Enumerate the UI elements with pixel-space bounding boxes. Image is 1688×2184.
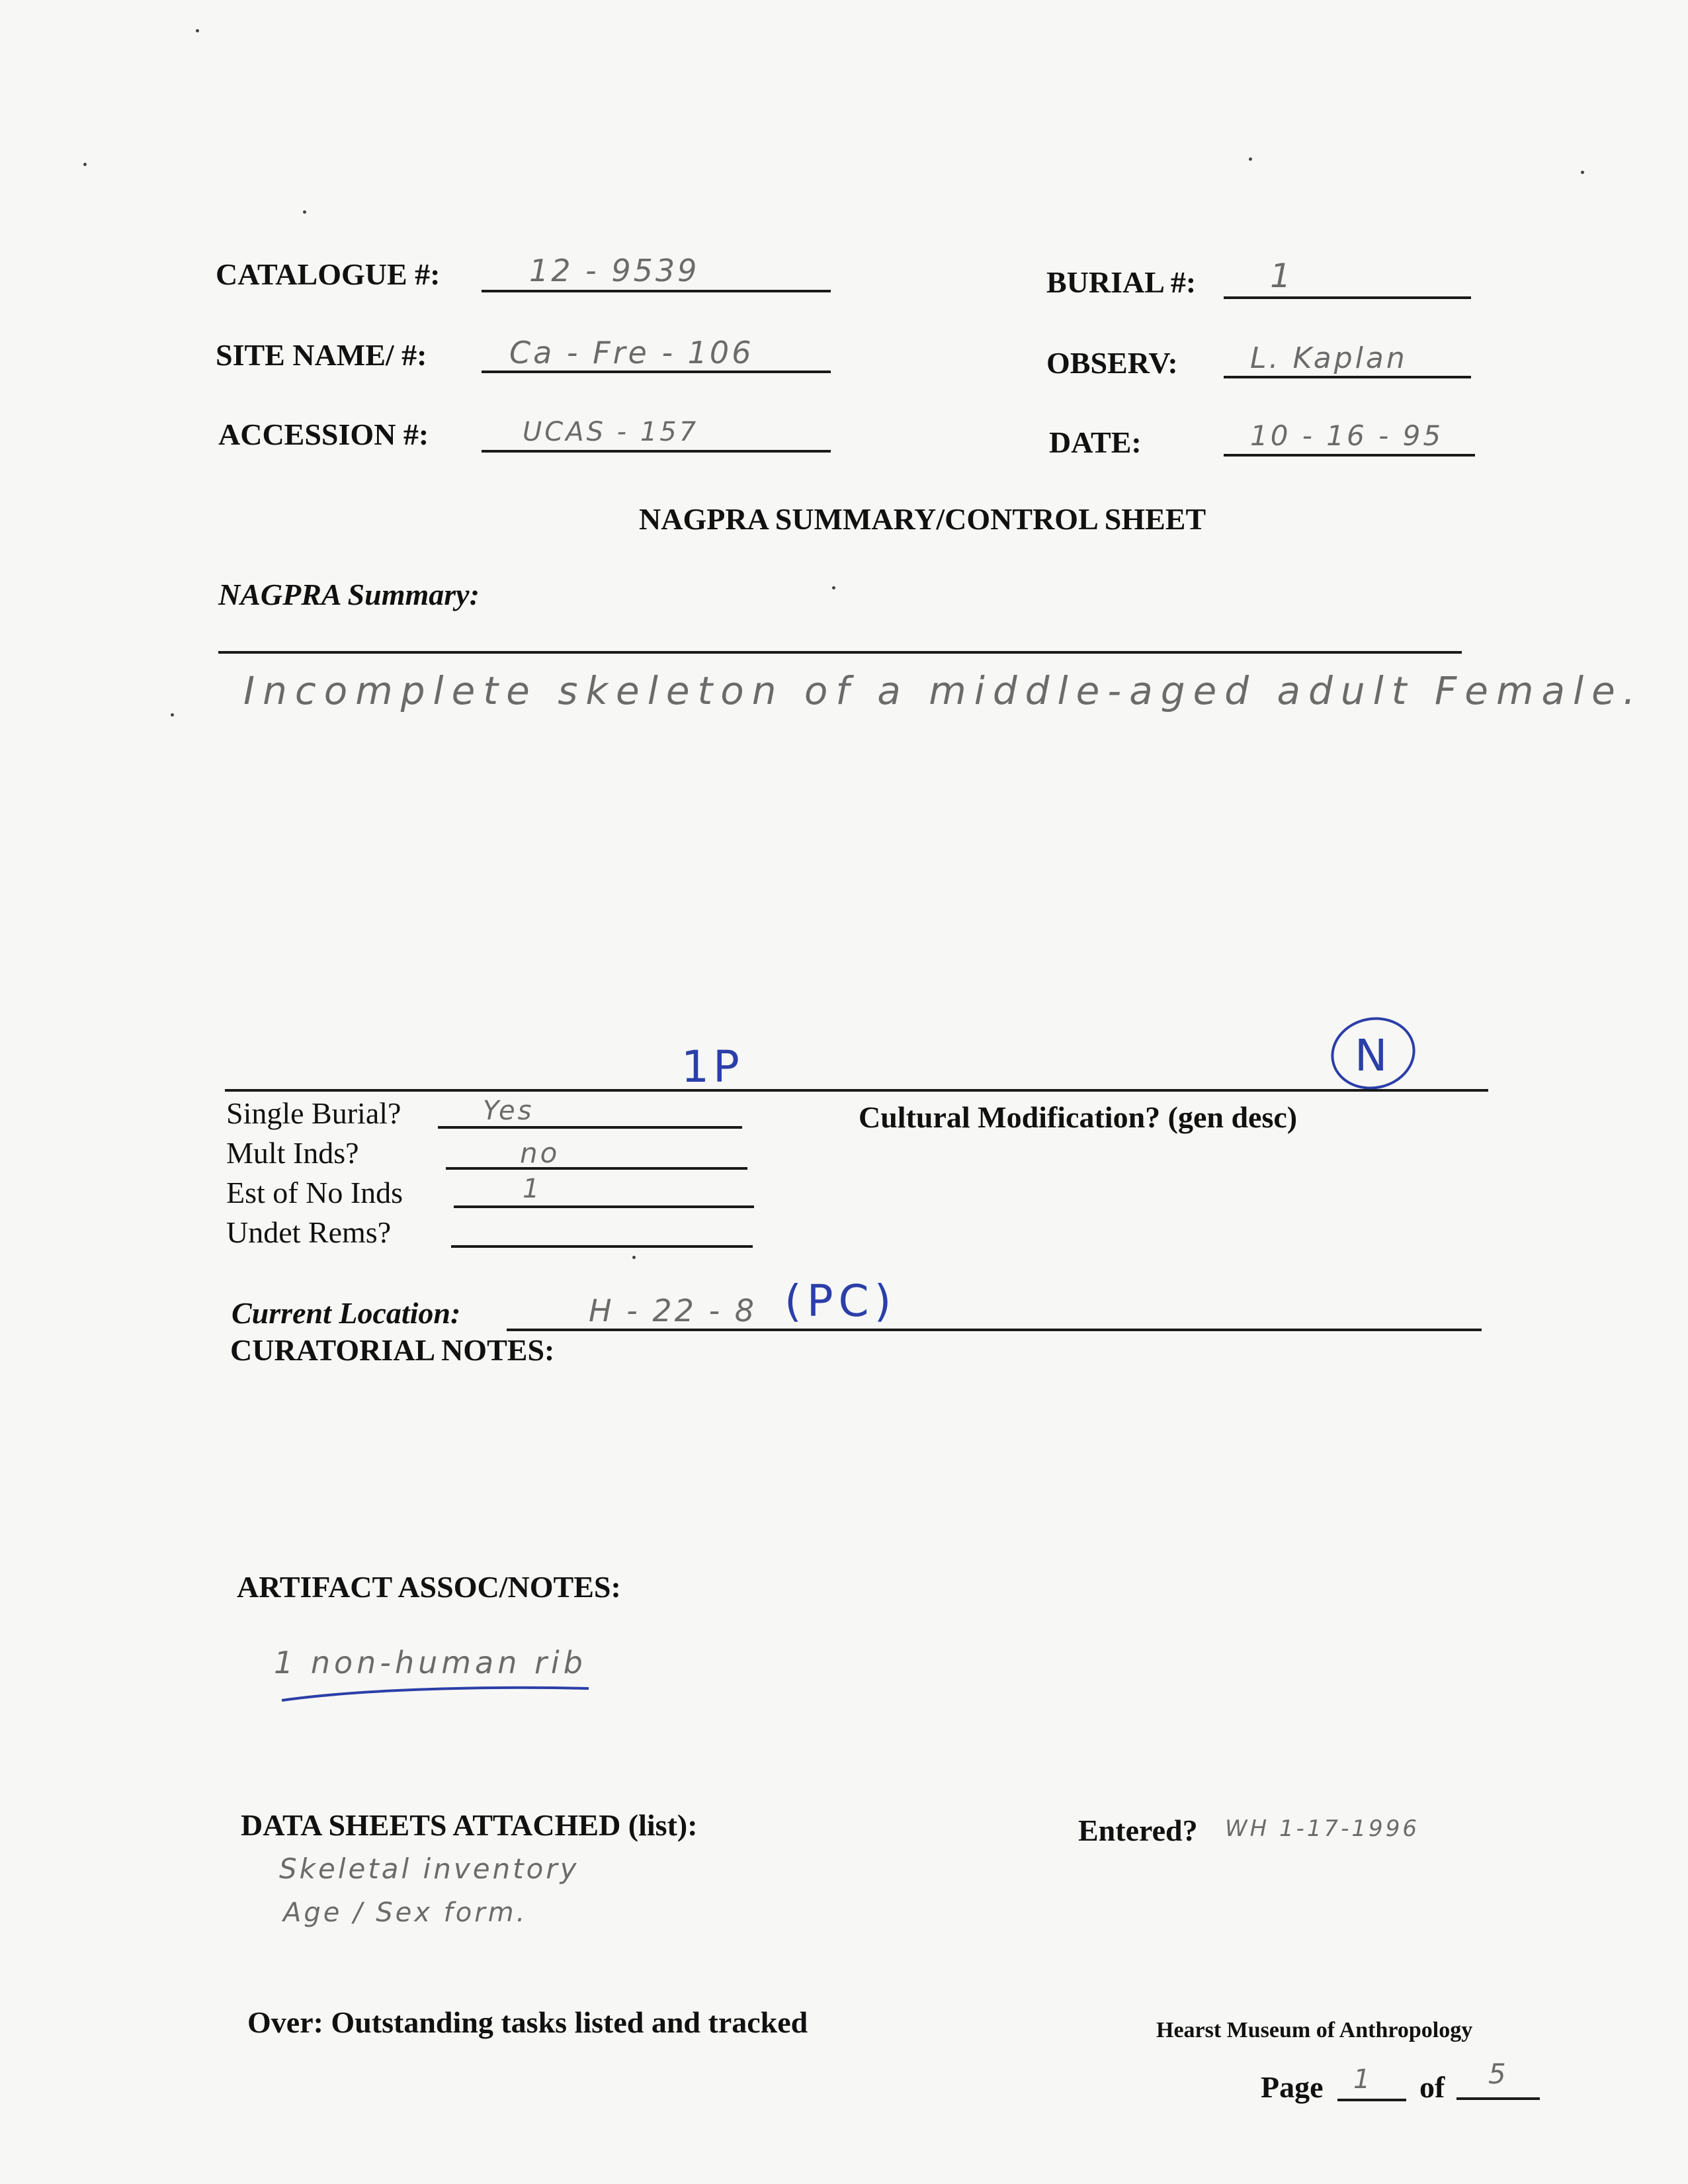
est-no-inds-line <box>454 1205 754 1208</box>
est-no-inds-label: Est of No Inds <box>226 1176 403 1209</box>
burial-label: BURIAL #: <box>1046 265 1197 299</box>
date-value: 10 - 16 - 95 <box>1250 419 1444 452</box>
current-location-line <box>507 1329 1482 1331</box>
scan-speck <box>832 586 835 590</box>
cultural-modification-label: Cultural Modification? (gen desc) <box>859 1100 1298 1134</box>
mark-n-text: N <box>1355 1030 1388 1081</box>
page-number-line <box>1337 2099 1406 2101</box>
date-line <box>1224 454 1475 457</box>
location-note: (PC) <box>784 1276 897 1327</box>
scan-speck <box>1581 171 1584 174</box>
site-label: SITE NAME/ #: <box>216 338 427 372</box>
single-burial-line <box>438 1126 742 1129</box>
scan-speck <box>171 713 174 717</box>
burial-value: 1 <box>1270 257 1294 295</box>
page-total-line <box>1456 2097 1540 2100</box>
data-sheet-item-1: Skeletal inventory <box>279 1853 579 1885</box>
undet-rems-label: Undet Rems? <box>226 1215 392 1249</box>
mult-inds-line <box>446 1167 747 1170</box>
single-burial-value: Yes <box>483 1096 534 1126</box>
date-label: DATE: <box>1049 425 1142 459</box>
page-number: 1 <box>1353 2064 1373 2095</box>
circle-n-mark <box>1326 1010 1423 1096</box>
accession-value: UCAS - 157 <box>523 417 699 447</box>
single-burial-label: Single Burial? <box>226 1096 401 1130</box>
mark-1p: 1P <box>681 1041 743 1092</box>
mult-inds-label: Mult Inds? <box>226 1136 359 1170</box>
sheet-title: NAGPRA SUMMARY/CONTROL SHEET <box>639 502 1206 536</box>
museum-name: Hearst Museum of Anthropology <box>1156 2018 1473 2042</box>
nagpra-summary-label: NAGPRA Summary: <box>218 578 480 611</box>
of-label: of <box>1419 2070 1445 2104</box>
scan-speck <box>1249 157 1252 161</box>
catalogue-label: CATALOGUE #: <box>216 257 441 291</box>
artifact-underline <box>278 1681 595 1707</box>
accession-label: ACCESSION #: <box>218 417 429 451</box>
scan-speck <box>196 29 199 32</box>
current-location-label: Current Location: <box>232 1296 461 1330</box>
artifact-assoc-label: ARTIFACT ASSOC/NOTES: <box>237 1570 621 1604</box>
site-value: Ca - Fre - 106 <box>509 335 754 371</box>
burial-block-line <box>225 1089 1488 1092</box>
data-sheet-item-2: Age / Sex form. <box>283 1898 528 1928</box>
observ-label: OBSERV: <box>1046 346 1178 380</box>
summary-line <box>218 651 1462 654</box>
data-sheets-label: DATA SHEETS ATTACHED (list): <box>241 1808 698 1842</box>
page-label: Page <box>1261 2070 1324 2104</box>
site-line <box>482 371 831 373</box>
over-text: Over: Outstanding tasks listed and tracked <box>247 2005 808 2039</box>
catalogue-line <box>482 290 831 292</box>
scan-speck <box>632 1256 636 1259</box>
mult-inds-value: no <box>520 1137 560 1169</box>
scan-speck <box>83 163 87 166</box>
accession-line <box>482 450 831 453</box>
scan-speck <box>303 210 306 214</box>
burial-line <box>1224 296 1471 299</box>
est-no-inds-value: 1 <box>523 1174 542 1204</box>
observ-value: L. Kaplan <box>1250 341 1408 375</box>
page-total: 5 <box>1488 2058 1509 2090</box>
current-location-value: H - 22 - 8 <box>589 1293 757 1329</box>
entered-label: Entered? <box>1078 1813 1198 1847</box>
undet-rems-line <box>451 1245 753 1248</box>
catalogue-value: 12 - 9539 <box>529 253 700 288</box>
artifact-value: 1 non-human rib <box>274 1645 587 1681</box>
entered-value: WH 1-17-1996 <box>1225 1815 1419 1842</box>
observ-line <box>1224 376 1471 378</box>
curatorial-notes-label: CURATORIAL NOTES: <box>230 1333 555 1367</box>
summary-text: Incomplete skeleton of a middle-aged adult Female. <box>243 668 1644 713</box>
